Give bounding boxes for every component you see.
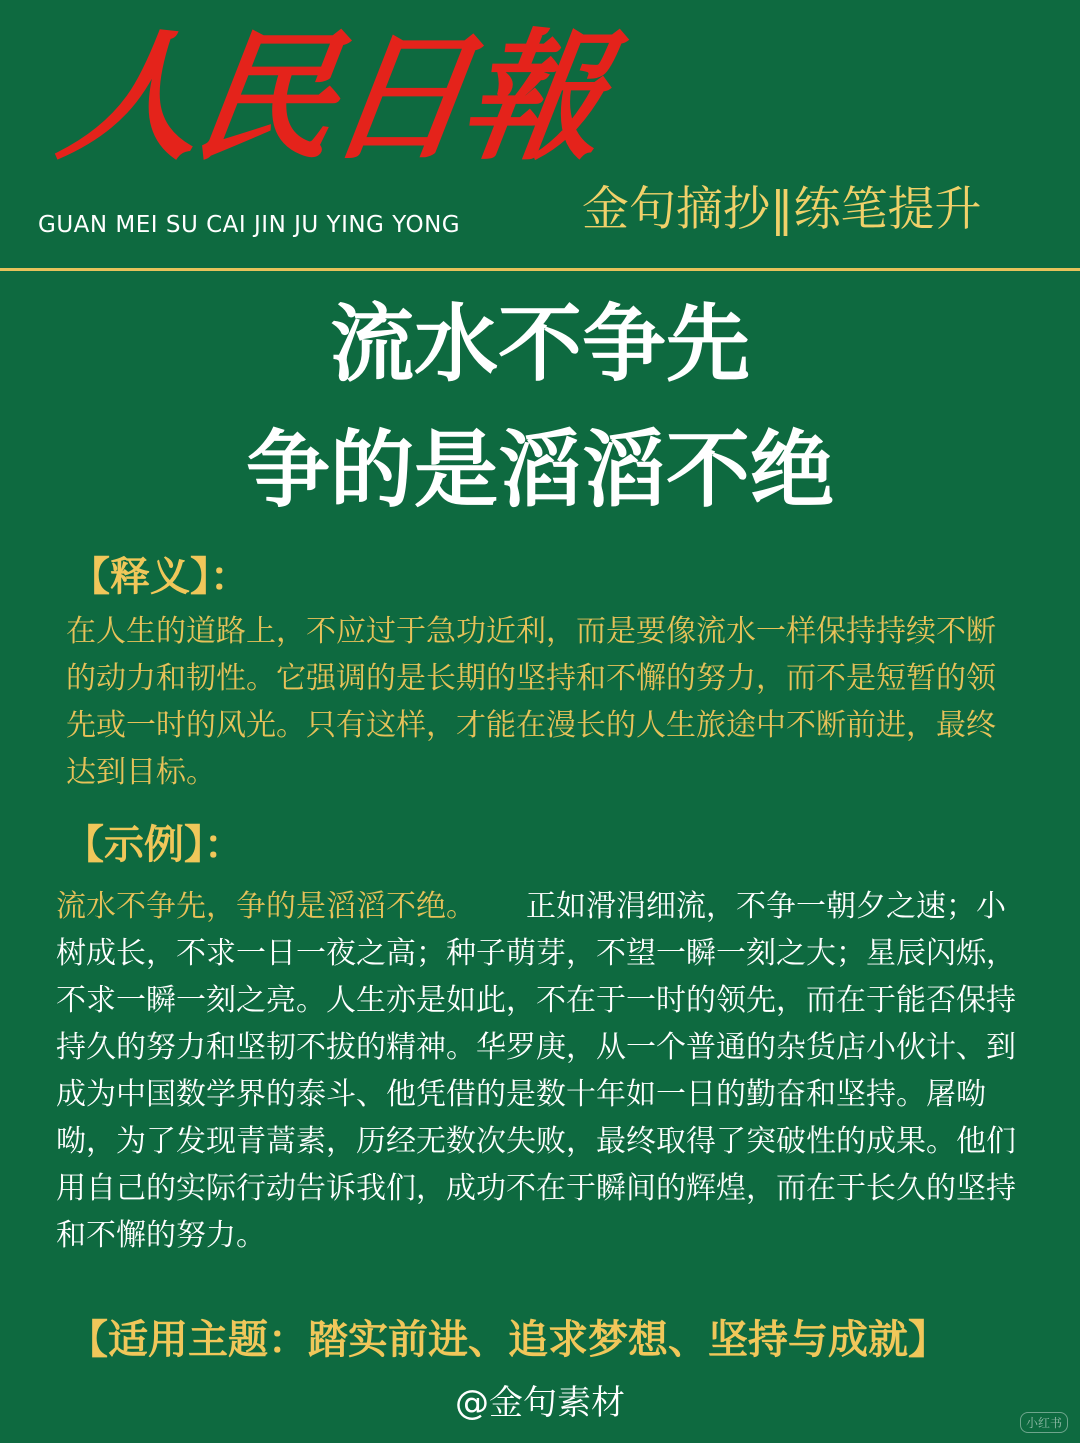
example-lead: 流水不争先，争的是滔滔不绝。 — [56, 889, 476, 924]
title-line-1: 流水不争先 — [329, 294, 750, 393]
masthead-tagline: 金句摘抄‖练笔提升 — [582, 182, 982, 237]
example-heading: 【示例】： — [64, 821, 244, 868]
example-paragraph — [56, 883, 1024, 1259]
title-line-2: 争的是滔滔不绝 — [245, 420, 834, 519]
masthead-pinyin: GUAN MEI SU CAI JIN JU YING YONG — [38, 212, 461, 238]
newspaper-logo: 人民日報 — [50, 16, 610, 180]
example-text: 正如滑涓细流，不争一朝夕之速；小树成长，不求一日一夜之高；种子萌芽，不望一瞬一刻之大；星辰闪烁，不求一瞬一刻之亮。人生亦是如此，不在于一时的领先，而在于能否保持持久的努力和坚韧不拔的精神。华罗庚，从一个普通的杂货店小伙计、到成为中国数学界的泰斗、他凭借的是数十年如一日的勤奋和坚持。屠呦呦，为了发现青蒿素，历经无数次失败，最终取得了突破性的成果。他们用自己的实际行动告诉我们，成功不在于瞬间的辉煌，而在于长久的坚持和不懈的努力。 — [56, 889, 1016, 1253]
meaning-text: 在人生的道路上，不应过于急功近利，而是要像流水一样保持持续不断的动力和韧性。它强调的是长期的坚持和不懈的努力，而不是短暂的领先或一时的风光。只有这样，才能在漫长的人生旅途中不断前进，最终达到目标。 — [66, 614, 996, 790]
author-handle[interactable]: @金句素材 — [455, 1383, 625, 1423]
masthead — [0, 0, 1080, 270]
gold-divider — [0, 268, 1080, 271]
applicable-themes: 【适用主题：踏实前进、追求梦想、坚持与成就】 — [68, 1316, 948, 1363]
platform-watermark: 小红书 — [1020, 1412, 1068, 1433]
meaning-heading: 【释义】： — [70, 553, 250, 600]
